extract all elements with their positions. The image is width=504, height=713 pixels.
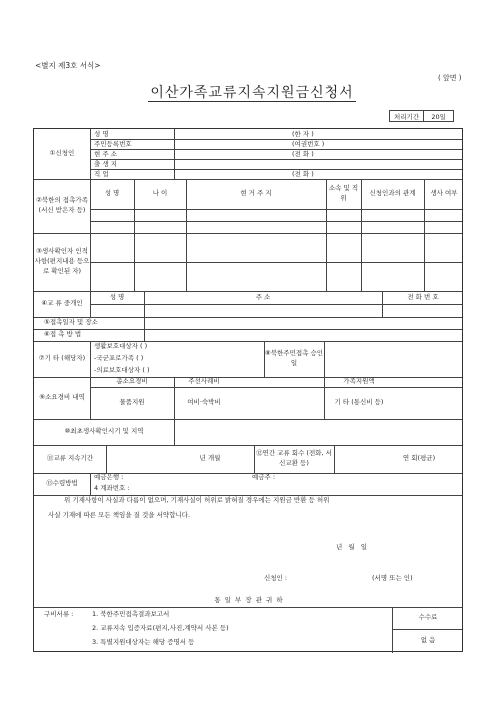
s2-header: 성 명 (104, 189, 120, 198)
application-form (33, 128, 463, 652)
s2-header: 현 거 주 지 (240, 189, 272, 198)
s12-value: 연 회(평균) (402, 454, 436, 463)
s7-item: 생활보호대상자 ( ) (94, 342, 148, 350)
s12-label: ⑫연간 교류 회수 (전화, 서신교환 등) (256, 449, 332, 467)
docs-item: 3. 특별지원대상자는 해당 증명서 등 (92, 638, 195, 646)
processing-label: 처리기간 (394, 113, 420, 121)
fee-value: 없 음 (420, 636, 436, 645)
s1-field-name: 현 주 소 (94, 150, 117, 158)
title-text: 이산가족교류지속지원금신청서 (150, 85, 354, 101)
s2-header: 생사 여부 (430, 189, 458, 198)
s4-header: 전 화 번 호 (407, 292, 439, 301)
page-title (0, 82, 504, 102)
pledge-line1: 위 기재사항이 사실과 다름이 없으며, 기재사실이 허위로 밝혀질 경우에는 지원금 반환 등 허위 (64, 496, 330, 504)
pledge-line2: 사실 기재에 따른 모든 책임을 질 것을 서약합니다. (48, 511, 191, 519)
s2-header: 소속 및 직위 (328, 184, 359, 202)
s10-label: ⑩최초생사확인시기 및 지역 (64, 427, 144, 436)
s13-holder: 예금주 : (252, 473, 276, 481)
form-header: <별지 제3호 서식> (35, 61, 101, 70)
s11-value: 년 개월 (199, 454, 221, 463)
s4-header: 성 명 (109, 292, 125, 301)
s13-account: 4 계좌번호 : (94, 484, 130, 492)
s9-item: 총소요경비 (116, 377, 148, 386)
s7-item: -국군포로가족 ( ) (94, 354, 144, 362)
s9-item: 여비·숙박비 (187, 398, 221, 407)
pledge-addressee: 통 일 부 장 관 귀 하 (214, 596, 284, 604)
s9-item: 기 타 (통신비 등) (334, 398, 384, 407)
s3-label: ③생사확인자 인적 사항(편지내용 등으로 확인된 자) (34, 247, 90, 275)
s1-field-name: 성 명 (94, 130, 109, 138)
s6-label: ⑥접 촉 방 법 (44, 330, 82, 338)
s1-field-name: 직 업 (94, 170, 109, 178)
s13-label: ⑬수령방법 (46, 479, 78, 488)
s7-label: ⑦기 타 (해당자) (38, 354, 86, 363)
s8-label: ⑧북한주민접촉 승인일 (264, 349, 324, 367)
s1-field-name: 출 생 지 (94, 160, 117, 168)
s9-item: 가족지원액 (343, 377, 375, 386)
s9-label: ⑨소요경비 내역 (39, 393, 85, 402)
s4-header: 주 소 (255, 292, 271, 301)
docs-item: 1. 북한주민접촉결과보고서 (92, 610, 170, 618)
processing-period (389, 110, 454, 122)
s1-field-note: (여권번호 ) (292, 140, 325, 148)
s11-label: ⑪교류 지속기간 (46, 454, 94, 463)
pledge-date: 년 월 일 (336, 543, 369, 551)
pledge-applicant: 신청인 : (264, 574, 288, 582)
s1-field-note: (한 자 ) (292, 130, 314, 138)
s2-header: 나 이 (152, 189, 168, 198)
s1-field-note: (전 화 ) (292, 150, 314, 158)
pledge-sign: (서명 또는 인) (372, 574, 413, 582)
s1-field-note: (전 화 ) (292, 170, 314, 178)
s2-header: 신청인과의 관계 (369, 189, 416, 198)
s9-item: 물품지원 (119, 398, 145, 407)
docs-item: 2. 교류지속 입증자료(편지,사진,계약서 사본 등) (92, 624, 229, 632)
s4-label: ④교 류 중개인 (41, 299, 83, 308)
s1-field-name: 주민등록번호 (94, 140, 132, 148)
side-label: ( 앞면 ) (438, 74, 462, 82)
fee-label: 수수료 (418, 613, 438, 622)
processing-value: 20일 (423, 111, 453, 121)
s5-label: ⑤접촉일자 및 장소 (44, 318, 98, 326)
docs-label: 구비서류 : (44, 610, 74, 618)
s7-item: -의료보호대상자 ( ) (94, 366, 150, 374)
s1-label: ①신청인 (49, 149, 75, 158)
s2-label: ②북한의 접촉가족 (서신 받은자 등) (36, 196, 88, 214)
s13-bank: 예금은행 : (94, 473, 124, 481)
s9-item: 주선사례비 (188, 377, 220, 386)
